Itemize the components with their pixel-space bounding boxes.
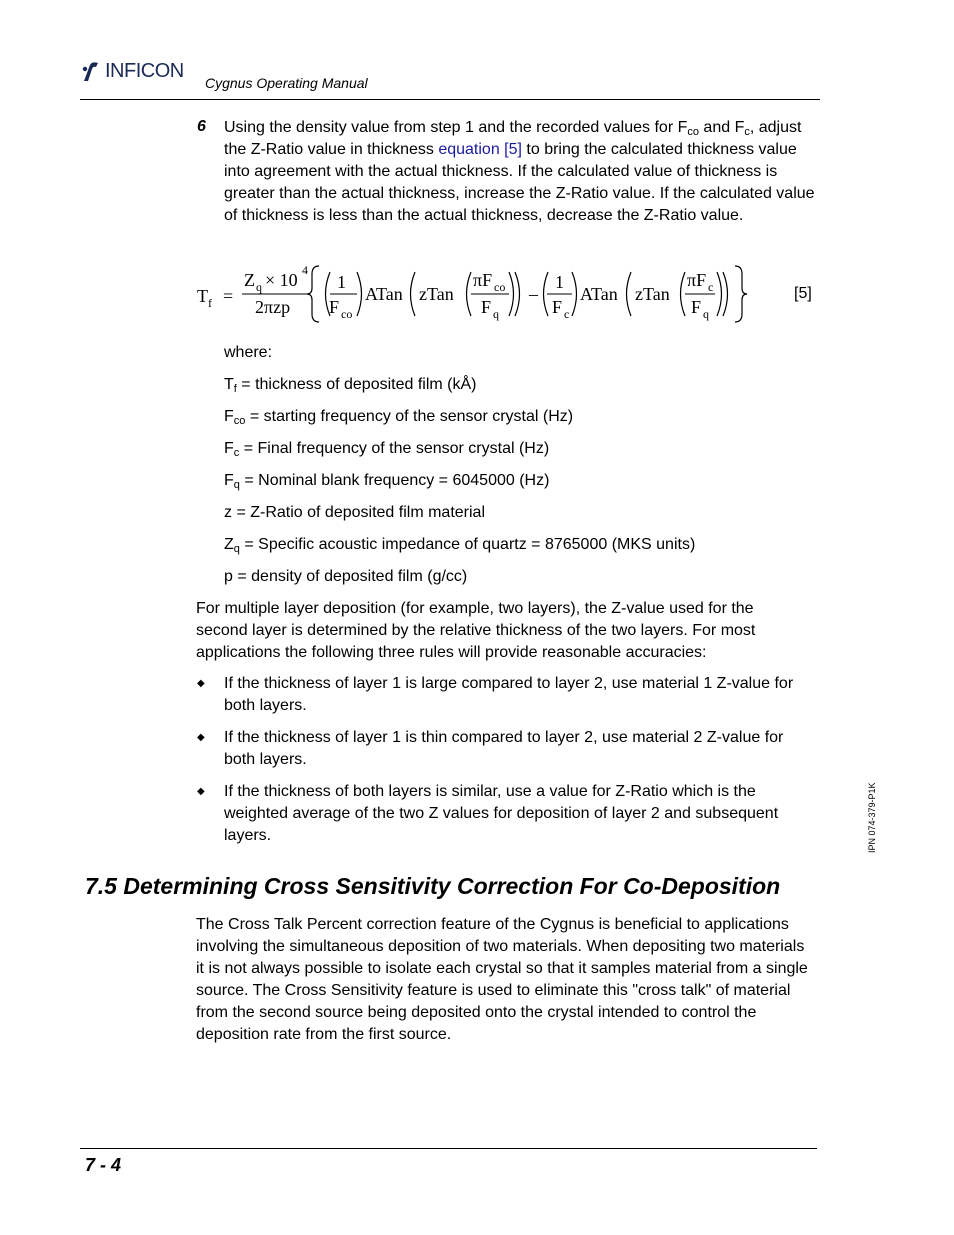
bullet-diamond-icon: ◆ — [197, 732, 205, 743]
bullet-diamond-icon: ◆ — [197, 786, 205, 797]
svg-text:1: 1 — [337, 272, 346, 292]
svg-text:Z: Z — [244, 270, 255, 290]
svg-text:F: F — [481, 297, 492, 317]
svg-text:zTan: zTan — [635, 284, 670, 304]
def-item: $T_f$ = thickness of deposited film (kÅ) — [224, 376, 477, 395]
svg-text:ATan: ATan — [365, 284, 403, 304]
svg-text:F: F — [552, 297, 563, 317]
svg-text:1: 1 — [555, 272, 564, 292]
def-item: $Z_q$ = Specific acoustic impedance of quartz = 8765000 (MKS units) — [224, 536, 696, 555]
svg-text:zTan: zTan — [419, 284, 454, 304]
svg-text:ATan: ATan — [580, 284, 618, 304]
header-rule — [80, 99, 820, 100]
svg-text:q: q — [703, 307, 709, 321]
svg-text:c: c — [708, 280, 714, 294]
bullet-item: If the thickness of layer 1 is large compared to layer 2, use material 1 Z-value for both layers. — [224, 675, 794, 714]
svg-text:πF: πF — [687, 270, 707, 290]
svg-text:× 10: × 10 — [265, 270, 298, 290]
ipn-label: IPN 074-379-P1K — [867, 782, 877, 853]
page-number: 7 - 4 — [85, 1155, 122, 1175]
svg-text:F: F — [691, 297, 702, 317]
svg-text:c: c — [564, 307, 570, 321]
def-item: z = Z-Ratio of deposited film material — [224, 504, 485, 521]
svg-text:co: co — [494, 280, 506, 294]
step-number: 6 — [197, 118, 206, 135]
svg-text:=: = — [223, 286, 234, 306]
inficon-logo-icon — [80, 61, 102, 83]
svg-text:F: F — [329, 297, 340, 317]
inficon-logo — [80, 60, 184, 83]
section-heading: 7.5 Determining Cross Sensitivity Correction For Co-Deposition — [85, 873, 781, 899]
brand-name: INFICON — [105, 60, 184, 82]
step-text: Using the density value from step 1 and the recorded values for $F_{co}$ and $F_c$, adjust the Z-Ratio value in thickness equation [5] to bring the calculated thickness value into agreement with the actual thickness. If the calculated value of thickness is greater than the actual thickness, increase the Z-Ratio value. If the calculated value of thickness is less than the actual thickness, decrease the Z-Ratio value. — [224, 119, 815, 224]
svg-text:4: 4 — [302, 263, 308, 277]
def-item: $F_c$ = Final frequency of the sensor crystal (Hz) — [224, 440, 550, 459]
thickness-equation — [197, 262, 757, 326]
svg-text:co: co — [341, 307, 353, 321]
def-item: p = density of deposited film (g/cc) — [224, 568, 468, 585]
footer-rule — [80, 1148, 817, 1149]
def-item: $F_q$ = Nominal blank frequency = 6045000 (Hz) — [224, 472, 550, 491]
equation-number: [5] — [794, 285, 812, 302]
svg-text:–: – — [529, 284, 538, 304]
manual-title: Cygnus Operating Manual — [205, 75, 368, 91]
svg-text:q: q — [493, 307, 499, 321]
svg-text:πF: πF — [473, 270, 493, 290]
svg-text:T: T — [197, 286, 208, 306]
svg-text:q: q — [256, 280, 262, 294]
where-label: where: — [224, 344, 273, 361]
svg-text:f: f — [208, 296, 212, 310]
def-item: $F_{co}$ = starting frequency of the sensor crystal (Hz) — [224, 408, 574, 427]
bullet-diamond-icon: ◆ — [197, 678, 205, 689]
bullet-item: If the thickness of both layers is similar, use a value for Z-Ratio which is the weighted average of the two Z values for deposition of layer 2 and subsequent layers. — [224, 783, 779, 844]
svg-text:2πzp: 2πzp — [255, 297, 291, 317]
multilayer-intro: For multiple layer deposition (for example, two layers), the Z-value used for the second layer is determined by the relative thickness of the two layers. For most applications the following three rules will provide reasonable accuracies: — [196, 600, 756, 661]
equation-link[interactable]: equation [5] — [438, 141, 522, 158]
definitions — [224, 342, 695, 598]
bullet-item: If the thickness of layer 1 is thin compared to layer 2, use material 2 Z-value for both layers. — [224, 729, 784, 768]
section-body: The Cross Talk Percent correction feature of the Cygnus is beneficial to applications involving the simultaneous deposition of two materials. When depositing two materials it is not always possible to isolate each crystal so that it samples material from a single source. The Cross Sensitivity feature is used to eliminate this "cross talk" of material from the second source being deposited onto the crystal intended to control the deposition rate from the first source. — [196, 916, 808, 1043]
